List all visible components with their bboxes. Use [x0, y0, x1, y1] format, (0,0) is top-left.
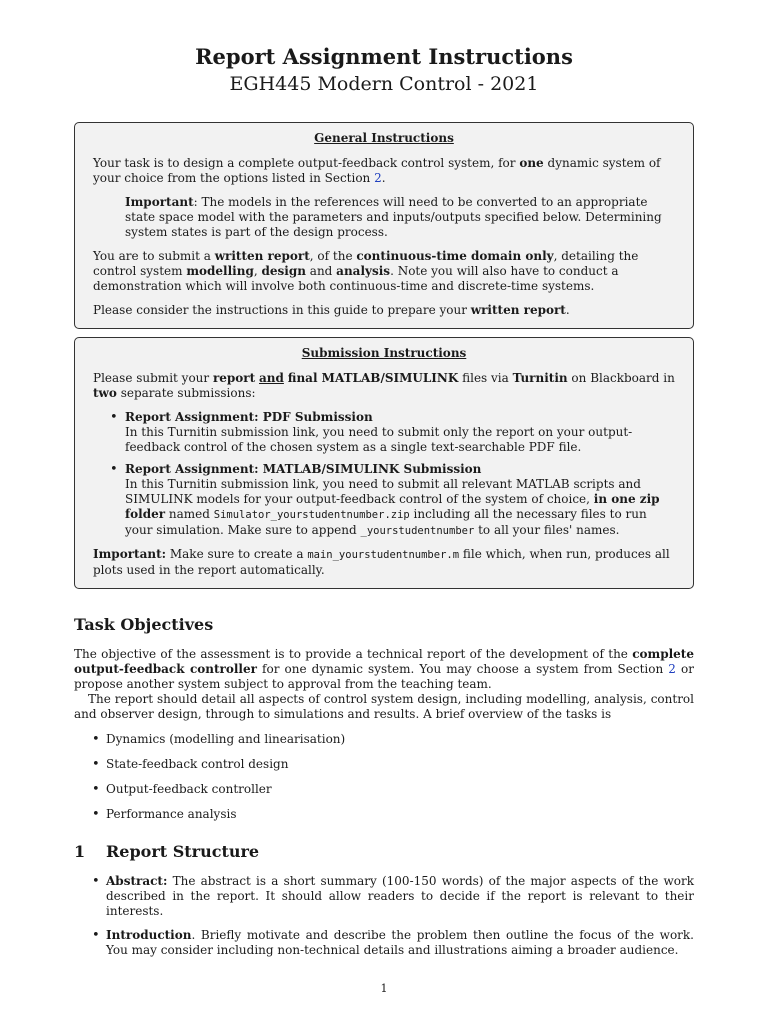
general-paragraph-3: Please consider the instructions in this guide to prepare your written report. [93, 303, 570, 317]
section-2-link[interactable]: 2 [374, 171, 382, 185]
task-objectives-heading: Task Objectives [74, 615, 214, 634]
section-2-link[interactable]: 2 [668, 662, 676, 676]
list-item: • State-feedback control design [74, 757, 694, 772]
general-paragraph-1: Your task is to design a complete output-feedback control system, for one dynamic system of your choice from the options listed in Section 2. [93, 156, 661, 185]
submission-important-note: Important: Make sure to create a main_yourstudentnumber.m file which, when run, produces all plots used in the report automatically. [93, 547, 670, 577]
submission-instructions-box [74, 337, 694, 589]
document-page [74, 0, 694, 967]
objectives-paragraph-1: The objective of the assessment is to provide a technical report of the development of the complete output-feedback controller for one dynamic system. You may choose a system from Section 2 or propose another system subject to approval from the teaching team. [74, 647, 694, 691]
report-title: Report Assignment Instructions [195, 44, 573, 69]
submission-paragraph-1: Please submit your report and final MATLAB/SIMULINK files via Turnitin on Blackboard in two separate submissions: [93, 371, 675, 400]
general-instructions-heading: General Instructions [314, 131, 454, 145]
list-item: • Performance analysis [74, 807, 694, 822]
general-instructions-box [74, 122, 694, 329]
list-item: • Abstract: The abstract is a short summary (100-150 words) of the major aspects of the work described in the report. It should allow readers to decide if the report is relevant to their interests. [74, 874, 694, 919]
submission-list [93, 410, 675, 539]
report-subtitle: EGH445 Modern Control - 2021 [229, 73, 539, 95]
section-number: 1 [74, 842, 86, 861]
list-item: • Introduction. Briefly motivate and describe the problem then outline the focus of the work. You may consider including non-technical details and illustrations aiming a broader audience. [74, 928, 694, 958]
page-number: 1 [380, 982, 388, 995]
report-structure-heading: 1 Report Structure [74, 842, 260, 861]
structure-list [74, 874, 694, 958]
general-important-note: Important: The models in the references will need to be converted to an appropriate state space model with the parameters and inputs/outputs specified below. Determining system states is part of the design process. [125, 195, 662, 239]
general-paragraph-2: You are to submit a written report, of the continuous-time domain only, detailing the control system modelling, design and analysis. Note you will also have to conduct a demonstration which will involve both continuous-time and discrete-time systems. [93, 249, 639, 293]
list-item: • Dynamics (modelling and linearisation) [74, 732, 694, 747]
list-item: • Report Assignment: MATLAB/SIMULINK Submission In this Turnitin submission link, you need to submit all relevant MATLAB scripts and SIMULINK models for your output-feedback control of the system of choice, in one zip folder named Simulator_yourstudentnumber.zip including all the necessary files to run your simulation. Make sure to append _yourstudentnumber to all your files' names. [93, 462, 675, 539]
submission-instructions-heading: Submission Instructions [301, 346, 467, 360]
list-item: • Output-feedback controller [74, 782, 694, 797]
task-list [74, 732, 694, 822]
objectives-paragraph-2: The report should detail all aspects of control system design, including modelling, analysis, control and observer design, through to simulations and results. A brief overview of the tasks is [74, 692, 694, 721]
list-item: • Report Assignment: PDF Submission In this Turnitin submission link, you need to submit only the report on your output-feedback control of the chosen system as a single text-searchable PDF file. [93, 410, 675, 455]
